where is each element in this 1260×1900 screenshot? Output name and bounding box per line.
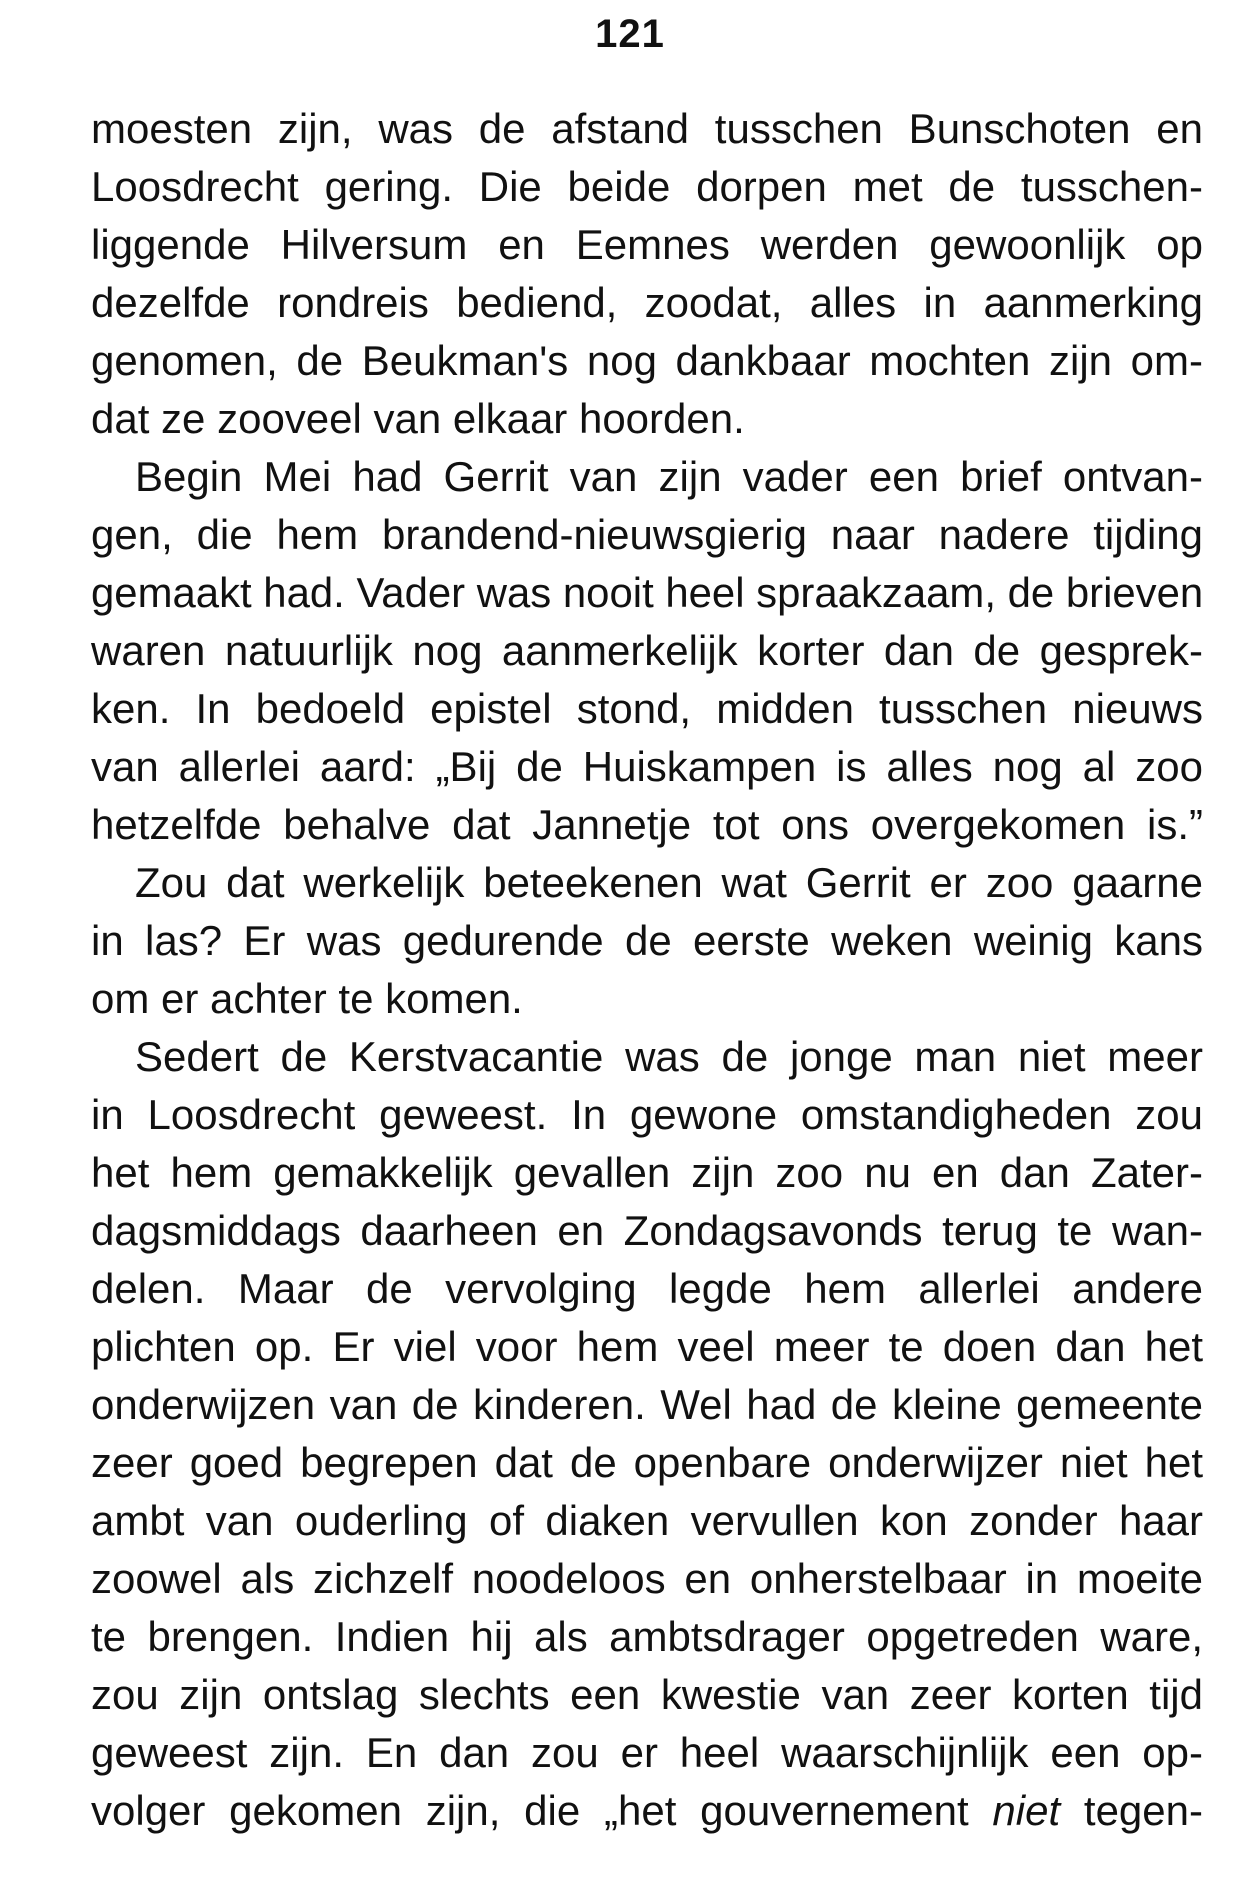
text-line: om er achter te komen. bbox=[91, 975, 523, 1022]
text-line: gemaakt had. Vader was nooit heel spraakzaam, de brieven bbox=[91, 569, 1204, 616]
text-line: in Loosdrecht geweest. In gewone omstandigheden zou bbox=[91, 1091, 1203, 1138]
text-line: in las? Er was gedurende de eerste weken weinig kans bbox=[91, 917, 1203, 964]
text-line: zeer goed begrepen dat de openbare onderwijzer niet het bbox=[91, 1439, 1203, 1486]
text-line: van allerlei aard: „Bij de Huiskampen is alles nog al zoo bbox=[91, 743, 1203, 790]
text-line: geweest zijn. En dan zou er heel waarschijnlijk een op- bbox=[91, 1729, 1203, 1776]
text-line: genomen, de Beukman's nog dankbaar mochten zijn om- bbox=[91, 337, 1203, 384]
text-line: onderwijzen van de kinderen. Wel had de kleine gemeente bbox=[91, 1381, 1203, 1428]
text-line: ken. In bedoeld epistel stond, midden tusschen nieuws bbox=[91, 685, 1203, 732]
text-line: Loosdrecht gering. Die beide dorpen met de tusschen- bbox=[91, 163, 1203, 210]
text-line: plichten op. Er viel voor hem veel meer te doen dan het bbox=[91, 1323, 1203, 1370]
text-line: liggende Hilversum en Eemnes werden gewoonlijk op bbox=[91, 221, 1203, 268]
text-line: Zou dat werkelijk beteekenen wat Gerrit er zoo gaarne bbox=[135, 859, 1203, 906]
text-line-final bbox=[91, 1782, 1203, 1840]
text-line: waren natuurlijk nog aanmerkelijk korter dan de gesprek- bbox=[91, 627, 1203, 674]
text-segment: tegen- bbox=[1060, 1787, 1203, 1834]
emphasized-word: niet bbox=[992, 1787, 1061, 1834]
body-text bbox=[91, 100, 1203, 1840]
text-line: delen. Maar de vervolging legde hem allerlei andere bbox=[91, 1265, 1203, 1312]
text-line: ambt van ouderling of diaken vervullen kon zonder haar bbox=[91, 1497, 1203, 1544]
text-line: dezelfde rondreis bediend, zoodat, alles in aanmerking bbox=[91, 279, 1203, 326]
text-line: te brengen. Indien hij als ambtsdrager opgetreden ware, bbox=[91, 1613, 1203, 1660]
text-line: dagsmiddags daarheen en Zondagsavonds terug te wan- bbox=[91, 1207, 1203, 1254]
text-line: Sedert de Kerstvacantie was de jonge man niet meer bbox=[135, 1033, 1203, 1080]
text-line: dat ze zooveel van elkaar hoorden. bbox=[91, 395, 745, 442]
text-line: hetzelfde behalve dat Jannetje tot ons overgekomen is.” bbox=[91, 801, 1203, 848]
text-line: gen, die hem brandend-nieuwsgierig naar nadere tijding bbox=[91, 511, 1203, 558]
text-line: Begin Mei had Gerrit van zijn vader een brief ontvan- bbox=[135, 453, 1203, 500]
text-line: zou zijn ontslag slechts een kwestie van zeer korten tijd bbox=[91, 1671, 1203, 1718]
text-segment: volger gekomen zijn, die „het gouvernement bbox=[91, 1787, 993, 1834]
text-line: het hem gemakkelijk gevallen zijn zoo nu en dan Zater- bbox=[91, 1149, 1203, 1196]
text-line: zoowel als zichzelf noodeloos en onherstelbaar in moeite bbox=[91, 1555, 1203, 1602]
text-line: moesten zijn, was de afstand tusschen Bunschoten en bbox=[91, 105, 1203, 152]
page-number: 121 bbox=[595, 12, 665, 56]
